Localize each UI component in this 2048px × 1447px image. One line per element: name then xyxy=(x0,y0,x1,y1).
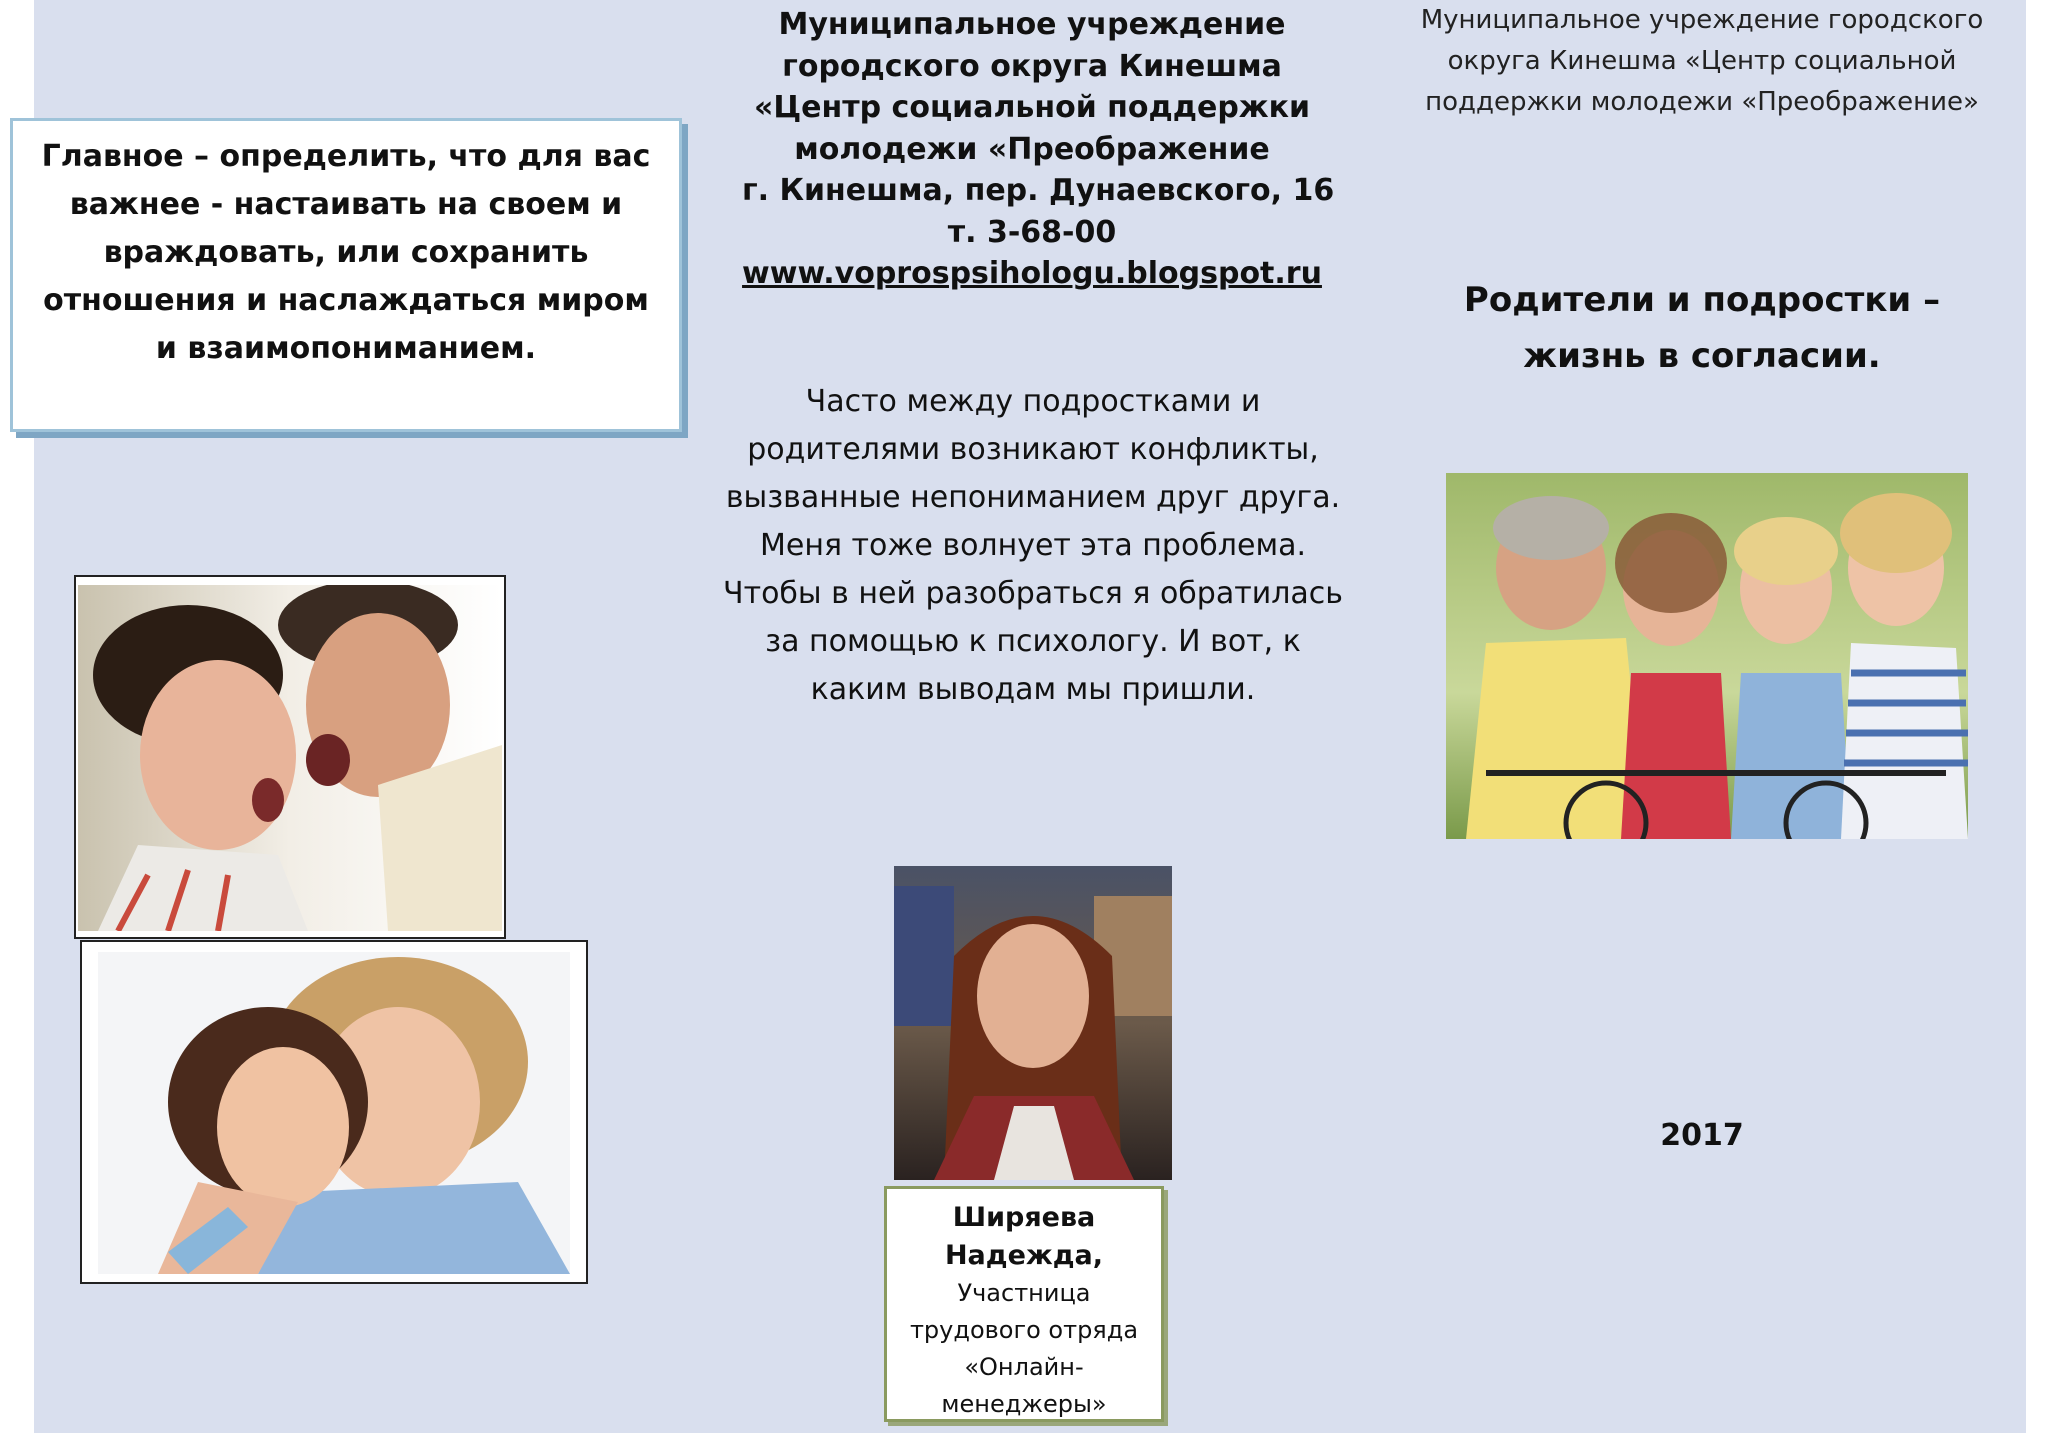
organization-name: Муниципальное учреждение городского округа Кинешма «Центр социальной поддержки молодежи «Преображение» xyxy=(1420,5,1984,117)
intro-paragraph: Часто между подростками и родителями возникают конфликты, вызванные непониманием друг друга. Меня тоже волнует эта проблема. Чтобы в ней разобраться я обратилась за помощью к психологу. И вот, к каким выводам мы пришли. xyxy=(723,384,1343,707)
brochure-title: Родители и подростки – жизнь в согласии. xyxy=(1463,280,1941,376)
org-line-3: «Центр социальной поддержки xyxy=(753,90,1311,125)
org-line-4: молодежи «Преображение xyxy=(794,131,1270,167)
org-line-1: Муниципальное учреждение xyxy=(778,7,1286,42)
website-link[interactable]: www.voprospsihologu.blogspot.ru xyxy=(742,256,1322,291)
author-photo xyxy=(894,866,1172,1180)
hug-photo xyxy=(98,952,570,1274)
quote-box xyxy=(10,118,682,432)
photo-family-with-bicycles-icon xyxy=(1446,473,1968,839)
year-label: 2017 xyxy=(1660,1118,1744,1153)
argument-photo-frame xyxy=(74,575,506,939)
author-name: Ширяева Надежда, xyxy=(944,1202,1104,1271)
argument-photo xyxy=(78,585,502,931)
photo-teen-girl-portrait-icon xyxy=(894,866,1172,1180)
phone-line: т. 3-68-00 xyxy=(947,214,1117,250)
hug-photo-frame xyxy=(80,940,588,1284)
address-line: г. Кинешма, пер. Дунаевского, 16 xyxy=(742,173,1335,208)
quote-text: Главное – определить, что для вас важнее - настаивать на своем и враждовать, или сохранить отношения и наслаждаться миром и взаимопониманием. xyxy=(41,139,651,366)
photo-mother-daughter-hugging-icon xyxy=(98,952,570,1274)
family-photo xyxy=(1446,473,1968,839)
org-line-2: городского округа Кинешма xyxy=(782,48,1282,84)
author-role: Участница трудового отряда «Онлайн-менеджеры» xyxy=(909,1279,1139,1418)
author-caption-box xyxy=(884,1186,1164,1422)
organization-contact-block xyxy=(742,4,1335,295)
photo-father-son-shouting-icon xyxy=(78,585,502,931)
